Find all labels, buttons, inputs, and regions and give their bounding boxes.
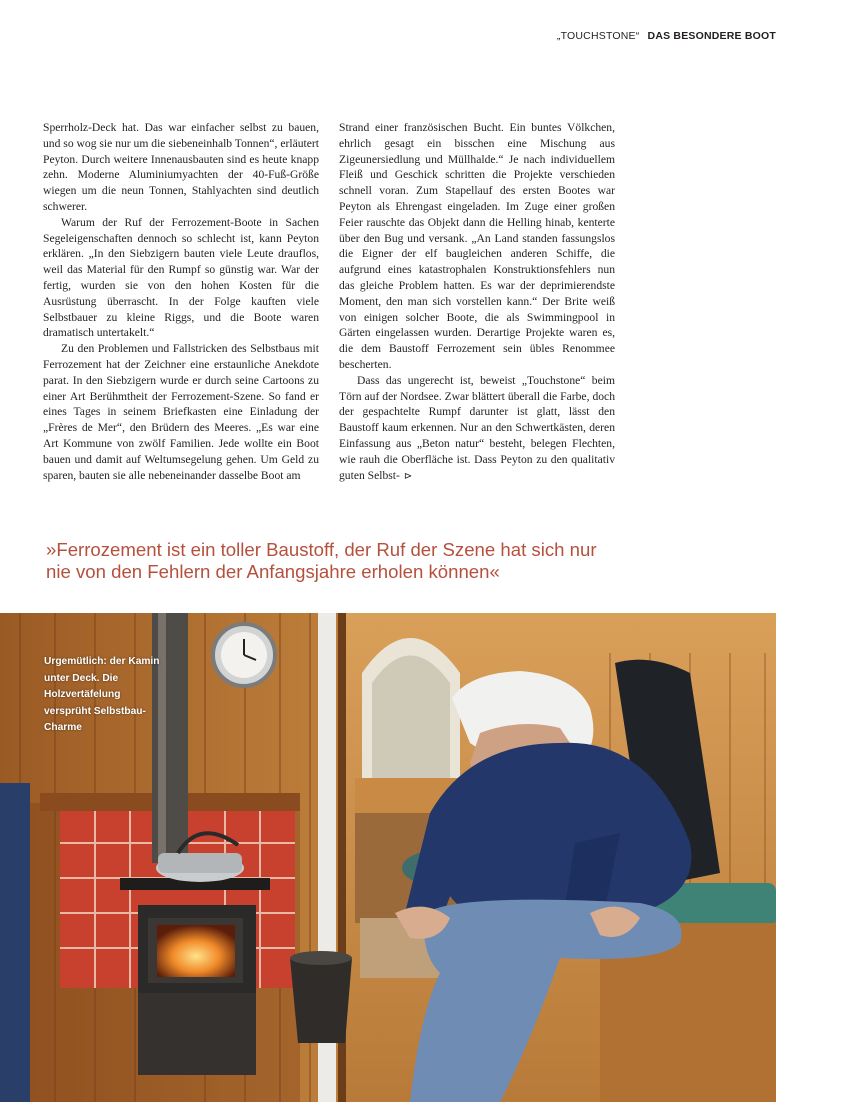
- body-column-2: [339, 120, 615, 484]
- running-header: [557, 30, 776, 42]
- pull-quote-line-2: nie von den Fehlern der Anfangsjahre erholen können«: [46, 561, 500, 582]
- header-section: „TOUCHSTONE“: [556, 30, 640, 42]
- photo-caption: Urgemütlich: der Kamin unter Deck. Die Holzvertäfelung versprüht Selbstbau-Charme: [44, 656, 160, 733]
- paragraph-text: Dass das ungerecht ist, beweist „Touchstone“ beim Törn auf der Nordsee. Zwar blättert überall die Farbe, doch der gespachtelte Rumpf darunter ist glatt, lässt den Baustoff kaum erkennen. Nur an den Schwertkästen, deren Einfassung aus „Beton natur“ besteht, belegen Flechten, wie rauh die Oberfläche ist. Dass Peyton zu den qualitativ guten Selbst-: [339, 373, 615, 482]
- body-column-1: [43, 120, 319, 483]
- pull-quote: [46, 539, 746, 583]
- paragraph: Zu den Problemen und Fallstricken des Selbstbaus mit Ferrozement hat der Zeichner eine erstaunliche Anekdote parat. In den Siebzigern wurde er durch seine Cartoons zu einer Art Berühmtheit der Ferrozement-Szene. So fand er eines Tages in seinem Briefkasten eine Einladung der „Frères de Mer“, den Brüdern des Meeres. „Es war eine Art Kommune von zwölf Familien. Jede wollte ein Boot bauen und damit auf Weltumsegelung gehen. Um Geld zu sparen, bauten sie alle nebeneinander dasselbe Boot am: [43, 342, 319, 482]
- paragraph: Warum der Ruf der Ferrozement-Boote in Sachen Segeleigenschaften dennoch so schlecht ist, kann Peyton erklären. „In den Siebzigern bauten viele Leute drauflos, weil das Material für den Rumpf so günstig war. War der fertig, wurden sie von den hohen Kosten für die Ausrüstung überrascht. In der Folge kauften viele Selbstbauer zu kleine Riggs, und die Boote waren dramatisch untertakelt.“: [43, 215, 319, 340]
- continue-arrow-icon: ⊳: [403, 470, 413, 482]
- pull-quote-line-1: »Ferrozement ist ein toller Baustoff, der Ruf der Szene hat sich nur: [46, 539, 597, 560]
- paragraph-last: [339, 373, 615, 485]
- paragraph: Sperrholz-Deck hat. Das war einfacher selbst zu bauen, und so wog sie nur um die siebeneinhalb Tonnen“, erläutert Peyton. Durch weitere Innenausbauten sind es heute knapp zehn. Moderne Aluminiumyachten der 40-Fuß-Größe wiegen um die neun Tonnen, Stahlyachten sind deutlich schwerer.: [43, 121, 319, 213]
- header-category: DAS BESONDERE BOOT: [647, 30, 776, 42]
- paragraph: Strand einer französischen Bucht. Ein buntes Völkchen, ehrlich gesagt ein bisschen eine Mischung aus Zigeunersiedlung und Müllhalde.“ Je nach individuellem Fleiß und Geschick schritten die Projekte verschieden schnell voran. Zum Stapellauf des ersten Bootes war Peyton als Ehrengast eingeladen. Im Zuge einer großen Feier rauschte das Objekt dann die Helling hinab, kenterte über den Bug und versank. „An Land standen fassungslos die Eigner der elf baugleichen anderen Schiffe, die aufgrund eines katastrophalen Konstruktionsfehlers nun das gleiche Problem hatten. Es war der deprimierendste Moment, den man sich vorstellen kann.“ Der Brite weiß von einigen solcher Boote, die als Swimmingpool in Gärten eingelassen wurden. Derartige Projekte waren es, die dem Baustoff Ferrozement sein übles Renommee bescherten.: [339, 121, 615, 371]
